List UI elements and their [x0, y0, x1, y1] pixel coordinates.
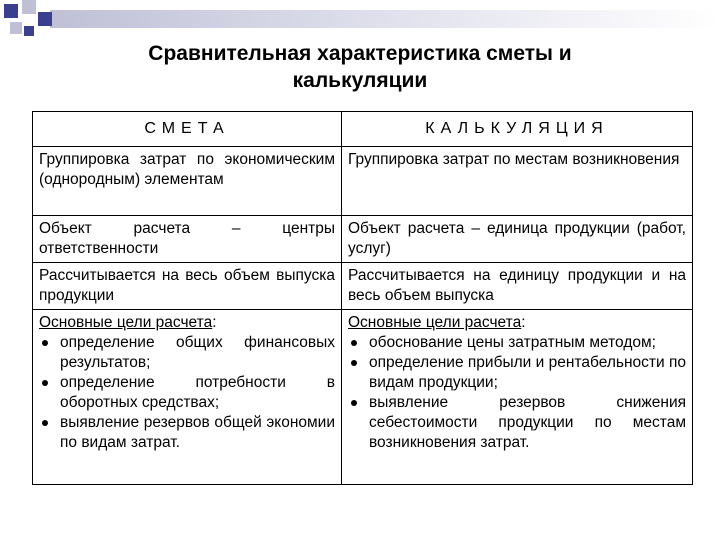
- goals-suffix: :: [521, 314, 526, 331]
- goals-heading: [348, 313, 686, 333]
- table-row: [33, 263, 693, 310]
- title-line-1: Сравнительная характеристика сметы и: [148, 42, 572, 65]
- decorative-gradient-bar: [50, 10, 720, 28]
- goals-label: Основные цели расчета: [348, 314, 522, 331]
- goals-suffix: :: [212, 314, 217, 331]
- list-item: определение прибыли и рентабельности по видам продукции;: [348, 353, 686, 393]
- cell-smeta: Объект расчета – центры ответственности: [33, 216, 342, 263]
- cell-kalkulyaciya: Рассчитывается на единицу продукции и на весь объем выпуска: [342, 263, 693, 310]
- table-header-row: [33, 112, 693, 147]
- header-smeta: СМЕТА: [33, 112, 342, 147]
- table-row: [33, 147, 693, 216]
- goals-list: [39, 333, 335, 453]
- list-item: выявление резервов снижения себестоимости продукции по местам возникновения затрат.: [348, 393, 686, 453]
- page-title: [60, 40, 660, 94]
- title-line-2: калькуляции: [292, 69, 428, 92]
- list-item: выявление резервов общей экономии по видам затрат.: [39, 413, 335, 453]
- cell-kalkulyaciya-goals: [342, 310, 693, 485]
- table-row: [33, 216, 693, 263]
- goals-list: [348, 333, 686, 453]
- cell-smeta: Рассчитывается на весь объем выпуска продукции: [33, 263, 342, 310]
- cell-kalkulyaciya: Объект расчета – единица продукции (работ, услуг): [342, 216, 693, 263]
- decorative-square: [24, 26, 34, 36]
- decorative-square: [4, 4, 18, 18]
- cell-smeta: Группировка затрат по экономическим (однородным) элементам: [33, 147, 342, 216]
- decorative-square: [22, 0, 36, 14]
- list-item: обоснование цены затратным методом;: [348, 333, 686, 353]
- cell-smeta-goals: [33, 310, 342, 485]
- header-kalkulyaciya: КАЛЬКУЛЯЦИЯ: [342, 112, 693, 147]
- decorative-header: [0, 0, 720, 40]
- goals-label: Основные цели расчета: [39, 314, 213, 331]
- cell-kalkulyaciya: Группировка затрат по местам возникновения: [342, 147, 693, 216]
- list-item: определение потребности в оборотных средствах;: [39, 373, 335, 413]
- goals-heading: [39, 313, 335, 333]
- table-row-goals: [33, 310, 693, 485]
- list-item: определение общих финансовых результатов;: [39, 333, 335, 373]
- comparison-table: [32, 111, 693, 485]
- decorative-square: [10, 22, 22, 34]
- decorative-square: [38, 12, 52, 26]
